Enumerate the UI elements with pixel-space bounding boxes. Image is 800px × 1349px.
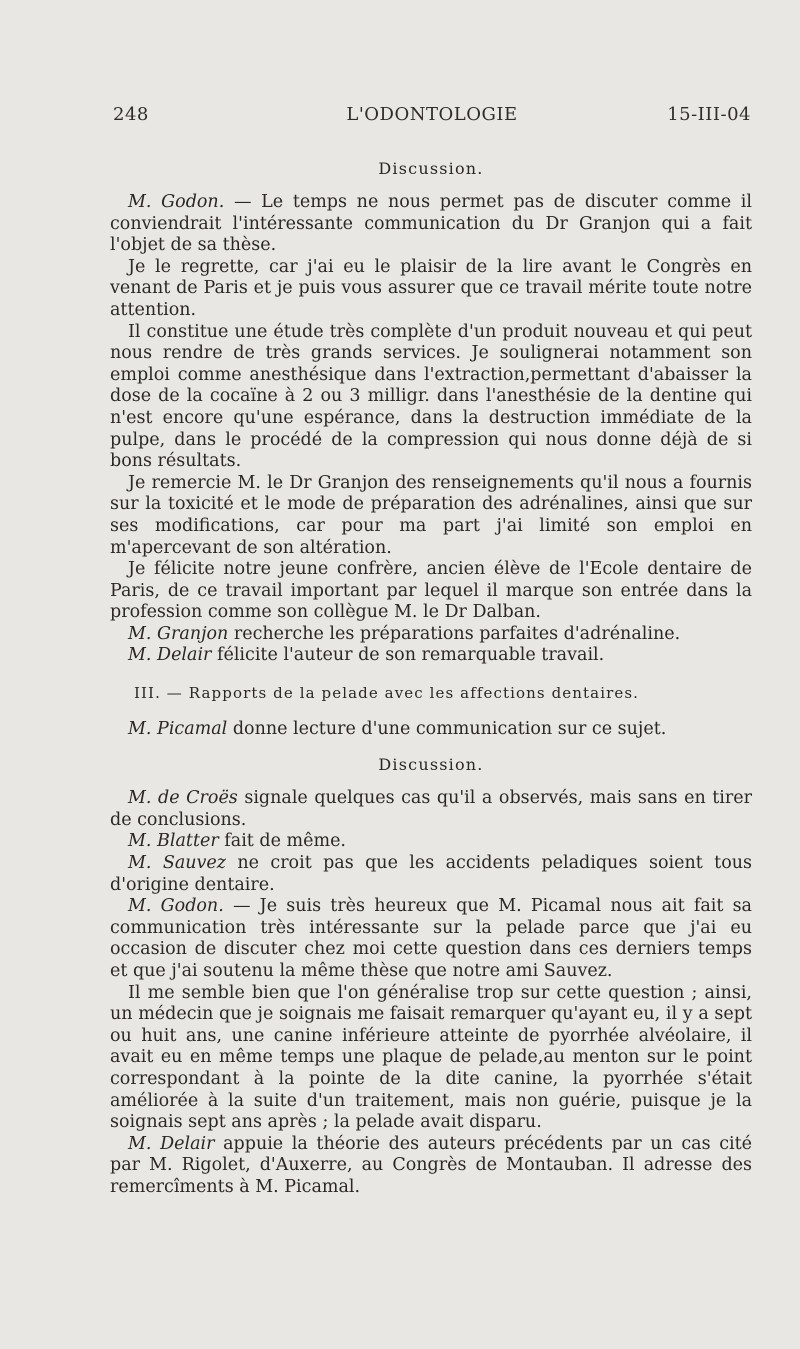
paragraph bbox=[110, 322, 752, 473]
paragraph bbox=[110, 645, 752, 667]
speaker-name: M. Delair bbox=[128, 645, 212, 666]
paragraph-text: — Le temps ne nous permet pas de discuter comme il conviendrait l'intéressante communication du Dr Granjon qui a fait l'objet de sa thèse. bbox=[110, 192, 752, 256]
discussion-heading: Discussion. bbox=[378, 159, 484, 178]
paragraph-text: fait de même. bbox=[218, 831, 346, 852]
paragraph bbox=[110, 624, 752, 646]
speaker-name: M. Picamal bbox=[128, 718, 228, 739]
paragraph bbox=[110, 192, 752, 257]
paragraph bbox=[110, 831, 752, 853]
section-intro bbox=[110, 719, 752, 741]
paragraph-text: félicite l'auteur de son remarquable travail. bbox=[211, 645, 605, 666]
discussion-heading-2: Discussion. bbox=[378, 755, 484, 775]
journal-title: L'ODONTOLOGIE bbox=[346, 104, 518, 125]
paragraph-text: Il me semble bien que l'on généralise trop sur cette question ; ainsi, un médecin que je soignais me faisait remarquer qu'ayant eu, il y a sept ou huit ans, une canine inférieure atteinte de pyorrhée alvéolaire, il avait eu en même temps une plaque de pelade,au menton sur le point correspondant à la pointe de la dite canine, la pyorrhée s'était améliorée à la suite d'un traitement, mais non guérie, puisque je la soignais sept ans après ; la pelade avait disparu. bbox=[110, 982, 752, 1133]
speaker-name: M. Godon. bbox=[128, 192, 225, 212]
paragraph-text: Je félicite notre jeune confrère, ancien élève de l'Ecole dentaire de Paris, de ce travail important par lequel il marque son entrée dans la profession comme son collègue M. le Dr Dalban. bbox=[110, 559, 752, 623]
paragraph-text: donne lecture d'une communication sur ce sujet. bbox=[227, 718, 667, 739]
speaker-name: M. de Croës bbox=[128, 788, 238, 809]
paragraph bbox=[110, 257, 752, 322]
paragraph bbox=[110, 983, 752, 1134]
paragraph bbox=[110, 788, 752, 831]
speaker-name: M. Sauvez bbox=[128, 853, 227, 874]
paragraph bbox=[110, 559, 752, 624]
paragraph-text: appuie la théorie des auteurs précédents par un cas cité par M. Rigolet, d'Auxerre, au Congrès de Montauban. Il adresse des remercîments à M. Picamal. bbox=[110, 1133, 752, 1197]
speaker-name: M. Granjon bbox=[128, 623, 229, 644]
discussion-2 bbox=[110, 788, 752, 1198]
article-body bbox=[110, 158, 752, 1199]
speaker-name: M. Delair bbox=[128, 1133, 215, 1154]
page-number: 248 bbox=[113, 104, 149, 125]
paragraph-text: signale quelques cas qu'il a observés, mais sans en tirer de conclusions. bbox=[110, 788, 752, 830]
paragraph bbox=[110, 1134, 752, 1199]
paragraph-text: ne croit pas que les accidents peladiques soient tous d'origine dentaire. bbox=[110, 853, 752, 895]
paragraph-text: — Je suis très heureux que M. Picamal nous ait fait sa communication très intéressante sur la pelade parce que j'ai eu occasion de discuter chez moi cette question dans ces derniers temps et que j'ai soutenu la même thèse que notre ami Sauvez. bbox=[110, 896, 752, 981]
paragraph bbox=[110, 896, 752, 982]
paragraph-text: Je le regrette, car j'ai eu le plaisir de la lire avant le Congrès en venant de Paris et je puis vous assurer que ce travail mérite toute notre attention. bbox=[110, 256, 752, 320]
discussion-1 bbox=[110, 192, 752, 667]
speaker-name: M. Godon. bbox=[128, 896, 224, 917]
speaker-name: M. Blatter bbox=[128, 831, 219, 852]
paragraph bbox=[110, 473, 752, 559]
paragraph-text: Je remercie M. le Dr Granjon des renseignements qu'il nous a fournis sur la toxicité et le mode de préparation des adrénalines, ainsi que sur ses modifications, car pour ma part j'ai limité son emploi en m'apercevant de son altération. bbox=[110, 472, 752, 558]
issue-date: 15-III-04 bbox=[667, 104, 751, 125]
paragraph-text: Il constitue une étude très complète d'un produit nouveau et qui peut nous rendre de très grands services. Je soulignerai notamment son emploi comme anesthésique dans l'extraction,permettant d'abaisser la dose de la cocaïne à 2 ou 3 milligr. dans l'anesthésie de la dentine qui n'est encore qu'une espérance, dans la destruction immédiate de la pulpe, dans le procédé de la compression qui nous donne déjà de si bons résultats. bbox=[110, 321, 752, 472]
section-title: III. — Rapports de la pelade avec les affections dentaires. bbox=[134, 684, 640, 703]
paragraph-text: recherche les préparations parfaites d'adrénaline. bbox=[228, 623, 681, 644]
paragraph bbox=[110, 853, 752, 896]
